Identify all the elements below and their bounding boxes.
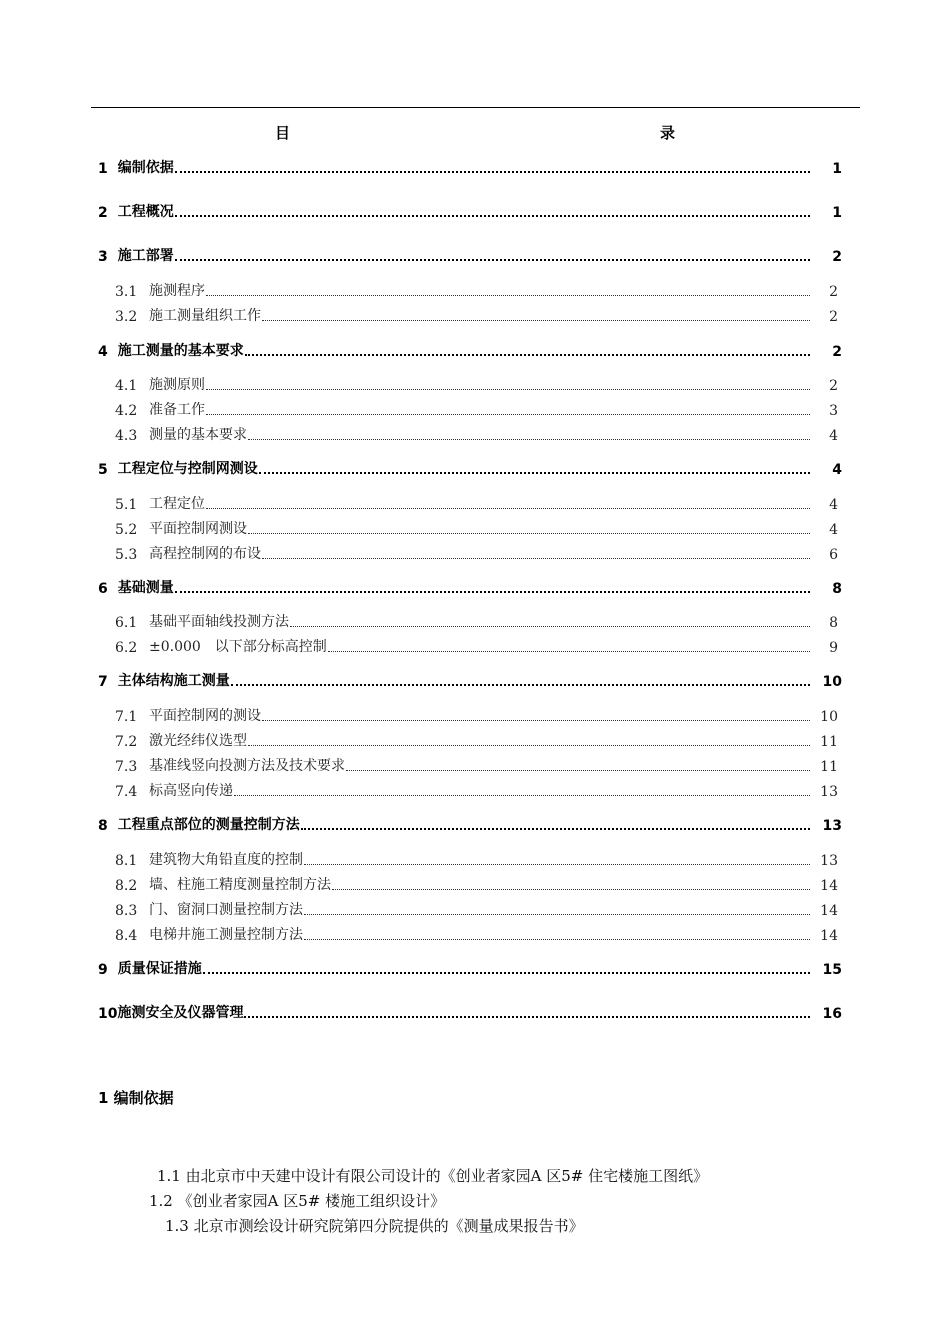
toc-entry-label: ±0.000 以下部分标高控制 <box>149 639 327 655</box>
toc-entry-page: 11 <box>820 759 838 775</box>
toc-entry[interactable] <box>115 399 810 419</box>
toc-leader-dots <box>304 864 810 865</box>
toc-entry-number: 3.1 <box>115 284 138 300</box>
toc-entry-page: 8 <box>832 581 842 597</box>
toc-entry-page: 2 <box>829 284 838 300</box>
toc-entry[interactable] <box>115 493 810 513</box>
toc-entry-page: 6 <box>829 547 838 563</box>
toc-entry[interactable] <box>98 958 810 978</box>
toc-entry[interactable] <box>98 814 810 834</box>
toc-entry-page: 14 <box>820 903 838 919</box>
toc-entry[interactable] <box>115 874 810 894</box>
toc-entry-number: 3.2 <box>115 309 138 325</box>
toc-entry[interactable] <box>98 1002 810 1022</box>
toc-entry[interactable] <box>98 577 810 597</box>
toc-entry-number: 4 <box>98 344 108 360</box>
toc-entry-label: 主体结构施工测量 <box>117 673 230 689</box>
toc-leader-dots <box>231 684 810 686</box>
toc-title-right: 录 <box>660 124 676 142</box>
toc-entry-label: 标高竖向传递 <box>149 783 233 799</box>
toc-leader-dots <box>290 626 810 627</box>
toc-entry[interactable] <box>115 755 810 775</box>
toc-leader-dots <box>248 745 810 746</box>
toc-title <box>0 122 950 144</box>
toc-leader-dots <box>206 389 810 390</box>
toc-entry-label: 基准线竖向投测方法及技术要求 <box>149 758 345 774</box>
toc-entry-page: 4 <box>829 522 838 538</box>
toc-entry[interactable] <box>98 245 810 265</box>
toc-entry-number: 6.2 <box>115 640 138 656</box>
toc-entry-label: 施测原则 <box>149 377 205 393</box>
toc-entry[interactable] <box>115 280 810 300</box>
toc-entry-label: 工程概况 <box>117 204 174 220</box>
toc-entry[interactable] <box>115 374 810 394</box>
toc-entry-page: 14 <box>820 928 838 944</box>
toc-entry[interactable] <box>115 924 810 944</box>
toc-entry-label: 基础测量 <box>117 580 174 596</box>
toc-leader-dots <box>262 558 810 559</box>
toc-entry-number: 4.3 <box>115 428 138 444</box>
toc-entry-number: 5.1 <box>115 497 138 513</box>
toc-entry-label: 平面控制网的测设 <box>149 708 261 724</box>
toc-entry-label: 建筑物大角铅直度的控制 <box>149 852 303 868</box>
toc-leader-dots <box>346 770 810 771</box>
toc-entry-page: 2 <box>829 378 838 394</box>
toc-entry-label: 门、窗洞口测量控制方法 <box>149 902 303 918</box>
toc-entry-number: 7.3 <box>115 759 138 775</box>
toc-entry-number: 6 <box>98 581 108 597</box>
toc-entry-label: 工程定位与控制网测设 <box>117 461 258 477</box>
toc-entry-number: 1 <box>98 161 108 177</box>
toc-entry-number: 4.1 <box>115 378 138 394</box>
toc-entry-number: 7.2 <box>115 734 138 750</box>
toc-entry-label: 施工测量的基本要求 <box>117 343 244 359</box>
toc-leader-dots <box>304 939 810 940</box>
toc-entry-number: 5 <box>98 462 108 478</box>
toc-leader-dots <box>244 1016 810 1018</box>
toc-leader-dots <box>206 414 810 415</box>
toc-entry-number: 8.3 <box>115 903 138 919</box>
reference-item: 1.3 北京市测绘设计研究院第四分院提供的《测量成果报告书》 <box>165 1217 584 1235</box>
toc-entry-page: 2 <box>832 249 842 265</box>
toc-entry[interactable] <box>98 670 810 690</box>
toc-entry-number: 8.2 <box>115 878 138 894</box>
toc-entry-label: 施工部署 <box>117 248 174 264</box>
toc-title-left: 目 <box>275 124 291 142</box>
toc-entry-number: 4.2 <box>115 403 138 419</box>
toc-leader-dots <box>332 889 810 890</box>
toc-entry-page: 15 <box>822 962 842 978</box>
toc-entry-label: 施测安全及仪器管理 <box>117 1005 244 1021</box>
toc-entry-number: 5.2 <box>115 522 138 538</box>
toc-entry-page: 4 <box>829 497 838 513</box>
toc-entry-label: 平面控制网测设 <box>149 521 247 537</box>
toc-entry-number: 8.1 <box>115 853 138 869</box>
toc-leader-dots <box>262 720 810 721</box>
toc-leader-dots <box>175 215 810 217</box>
toc-entry-page: 13 <box>820 853 838 869</box>
toc-entry-label: 质量保证措施 <box>117 961 202 977</box>
toc-entry-label: 工程重点部位的测量控制方法 <box>117 817 300 833</box>
toc-entry[interactable] <box>115 305 810 325</box>
toc-entry[interactable] <box>115 780 810 800</box>
toc-entry-page: 10 <box>822 674 842 690</box>
toc-entry-page: 8 <box>829 615 838 631</box>
toc-leader-dots <box>245 354 810 356</box>
toc-leader-dots <box>259 472 810 474</box>
toc-entry-label: 电梯井施工测量控制方法 <box>149 927 303 943</box>
toc-entry-number: 5.3 <box>115 547 138 563</box>
toc-entry-label: 基础平面轴线投测方法 <box>149 614 289 630</box>
toc-entry-page: 16 <box>822 1006 842 1022</box>
toc-leader-dots <box>248 533 810 534</box>
toc-entry-page: 11 <box>820 734 838 750</box>
toc-leader-dots <box>301 828 810 830</box>
toc-entry-number: 10 <box>98 1006 118 1022</box>
toc-entry-number: 9 <box>98 962 108 978</box>
toc-entry[interactable] <box>98 201 810 221</box>
toc-entry-page: 4 <box>829 428 838 444</box>
toc-entry[interactable] <box>98 157 810 177</box>
toc-leader-dots <box>234 795 810 796</box>
toc-entry[interactable] <box>115 424 810 444</box>
toc-entry-page: 1 <box>832 161 842 177</box>
toc-entry-number: 8.4 <box>115 928 138 944</box>
toc-entry-number: 7.4 <box>115 784 138 800</box>
toc-entry[interactable] <box>98 340 810 360</box>
toc-entry[interactable] <box>115 636 810 656</box>
toc-entry-label: 施测程序 <box>149 283 205 299</box>
toc-entry-label: 工程定位 <box>149 496 205 512</box>
toc-entry-label: 高程控制网的布设 <box>149 546 261 562</box>
toc-entry-label: 编制依据 <box>117 160 174 176</box>
header-rule <box>91 107 860 108</box>
toc-entry-page: 9 <box>829 640 838 656</box>
toc-entry-label: 墙、柱施工精度测量控制方法 <box>149 877 331 893</box>
toc-entry-number: 2 <box>98 205 108 221</box>
toc-leader-dots <box>328 651 810 652</box>
toc-entry-label: 激光经纬仪选型 <box>149 733 247 749</box>
toc-entry-page: 3 <box>829 403 838 419</box>
toc-entry-label: 准备工作 <box>149 402 205 418</box>
toc-leader-dots <box>248 439 810 440</box>
toc-leader-dots <box>304 914 810 915</box>
reference-item: 1.1 由北京市中天建中设计有限公司设计的《创业者家园A 区5# 住宅楼施工图纸》 <box>157 1167 709 1185</box>
toc-entry-number: 7.1 <box>115 709 138 725</box>
toc-leader-dots <box>175 591 810 593</box>
reference-item: 1.2 《创业者家园A 区5# 楼施工组织设计》 <box>149 1192 446 1210</box>
toc-entry-page: 10 <box>820 709 838 725</box>
toc-entry-page: 13 <box>820 784 838 800</box>
toc-entry-number: 6.1 <box>115 615 138 631</box>
toc-entry-label: 测量的基本要求 <box>149 427 247 443</box>
toc-entry-page: 13 <box>822 818 842 834</box>
toc-entry-page: 2 <box>829 309 838 325</box>
toc-entry[interactable] <box>115 543 810 563</box>
toc-entry[interactable] <box>115 899 810 919</box>
toc-entry[interactable] <box>98 458 810 478</box>
toc-entry[interactable] <box>115 611 810 631</box>
toc-entry-page: 14 <box>820 878 838 894</box>
toc-entry[interactable] <box>115 730 810 750</box>
toc-leader-dots <box>175 171 810 173</box>
toc-entry-number: 3 <box>98 249 108 265</box>
toc-leader-dots <box>175 259 810 261</box>
toc-entry[interactable] <box>115 518 810 538</box>
toc-entry[interactable] <box>115 705 810 725</box>
toc-leader-dots <box>203 972 810 974</box>
toc-leader-dots <box>262 320 810 321</box>
toc-entry-label: 施工测量组织工作 <box>149 308 261 324</box>
section-heading: 1 编制依据 <box>98 1089 174 1107</box>
toc-leader-dots <box>206 508 810 509</box>
toc-leader-dots <box>206 295 810 296</box>
toc-entry-number: 7 <box>98 674 108 690</box>
toc-entry[interactable] <box>115 849 810 869</box>
toc-entry-number: 8 <box>98 818 108 834</box>
toc-entry-page: 2 <box>832 344 842 360</box>
toc-entry-page: 1 <box>832 205 842 221</box>
toc-entry-page: 4 <box>832 462 842 478</box>
